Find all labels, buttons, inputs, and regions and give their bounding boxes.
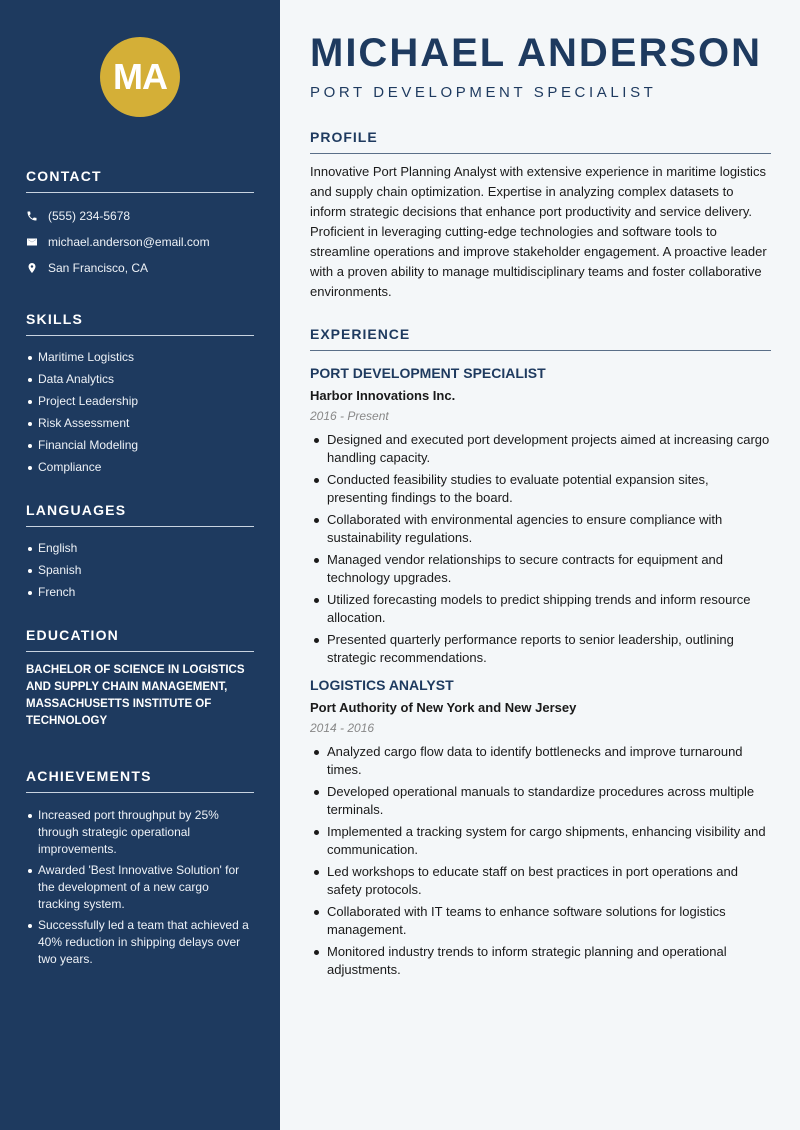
job-bullet: Developed operational manuals to standardize procedures across multiple terminals. <box>310 783 771 819</box>
contact-location <box>26 255 254 281</box>
job-bullet: Managed vendor relationships to secure contracts for equipment and technology upgrades. <box>310 551 771 587</box>
candidate-name: MICHAEL ANDERSON <box>310 31 763 75</box>
skill-item: Risk Assessment <box>26 412 254 434</box>
job-bullet: Collaborated with environmental agencies to ensure compliance with sustainability regulations. <box>310 511 771 547</box>
email-text: michael.anderson@email.com <box>48 235 210 249</box>
languages-list <box>26 537 254 603</box>
skill-item: Financial Modeling <box>26 434 254 456</box>
job-dates: 2016 - Present <box>310 409 389 423</box>
contact-phone <box>26 203 254 229</box>
skill-item: Maritime Logistics <box>26 346 254 368</box>
job-bullet: Presented quarterly performance reports to senior leadership, outlining strategic recommendations. <box>310 631 771 667</box>
phone-text: (555) 234-5678 <box>48 209 131 223</box>
languages-heading: LANGUAGES <box>26 502 254 527</box>
sidebar <box>0 0 280 1130</box>
skill-item: Compliance <box>26 456 254 478</box>
job-bullet: Led workshops to educate staff on best practices in port operations and safety protocols. <box>310 863 771 899</box>
skills-heading: SKILLS <box>26 311 254 336</box>
job-bullet: Implemented a tracking system for cargo shipments, enhancing visibility and communication. <box>310 823 771 859</box>
phone-icon <box>26 210 38 222</box>
job-role: LOGISTICS ANALYST <box>310 677 454 693</box>
job-role: PORT DEVELOPMENT SPECIALIST <box>310 365 546 381</box>
profile-heading: PROFILE <box>310 129 771 154</box>
job-bullet: Monitored industry trends to inform strategic planning and operational adjustments. <box>310 943 771 979</box>
achievement-item: Increased port throughput by 25% through strategic operational improvements. <box>26 807 254 858</box>
job-entry <box>310 677 771 979</box>
job-entry <box>310 365 771 667</box>
language-item: French <box>26 581 254 603</box>
skill-item: Project Leadership <box>26 390 254 412</box>
job-bullet: Utilized forecasting models to predict shipping trends and inform resource allocation. <box>310 591 771 627</box>
job-company: Port Authority of New York and New Jersey <box>310 700 577 715</box>
education-entry: BACHELOR OF SCIENCE IN LOGISTICS AND SUPPLY CHAIN MANAGEMENT, MASSACHUSETTS INSTITUTE OF TECHNOLOGY <box>26 664 245 727</box>
skills-list <box>26 346 254 478</box>
achievements-heading: ACHIEVEMENTS <box>26 768 254 793</box>
language-item: English <box>26 537 254 559</box>
job-bullets <box>310 431 771 667</box>
job-company: Harbor Innovations Inc. <box>310 388 456 403</box>
job-dates: 2014 - 2016 <box>310 721 375 735</box>
contact-list <box>26 203 254 281</box>
profile-text: Innovative Port Planning Analyst with extensive experience in maritime logistics and supply chain optimization. Expertise in analyzing complex datasets to inform strategic decisions that enhance port productivity and service delivery. Proficient in leveraging cutting-edge technologies and software tools to streamline operations and improve stakeholder engagement. A proactive leader with a proven ability to manage multidisciplinary teams and foster collaborative environments. <box>310 164 767 299</box>
achievements-list <box>26 807 254 968</box>
achievement-item: Successfully led a team that achieved a 40% reduction in shipping delays over two years. <box>26 917 254 968</box>
skill-item: Data Analytics <box>26 368 254 390</box>
job-bullet: Conducted feasibility studies to evaluate potential expansion sites, presenting findings to the board. <box>310 471 771 507</box>
location-pin-icon <box>26 262 38 274</box>
job-bullet: Collaborated with IT teams to enhance software solutions for logistics management. <box>310 903 771 939</box>
achievement-item: Awarded 'Best Innovative Solution' for the development of a new cargo tracking system. <box>26 862 254 913</box>
job-bullets <box>310 743 771 979</box>
contact-heading: CONTACT <box>26 168 254 193</box>
candidate-title: PORT DEVELOPMENT SPECIALIST <box>310 84 657 101</box>
job-bullet: Analyzed cargo flow data to identify bottlenecks and improve turnaround times. <box>310 743 771 779</box>
email-icon <box>26 236 38 248</box>
avatar: MA <box>100 37 180 117</box>
education-heading: EDUCATION <box>26 627 254 652</box>
contact-email <box>26 229 254 255</box>
job-bullet: Designed and executed port development projects aimed at increasing cargo handling capacity. <box>310 431 771 467</box>
experience-heading: EXPERIENCE <box>310 326 771 351</box>
main-content <box>310 0 771 983</box>
language-item: Spanish <box>26 559 254 581</box>
location-text: San Francisco, CA <box>48 261 149 275</box>
